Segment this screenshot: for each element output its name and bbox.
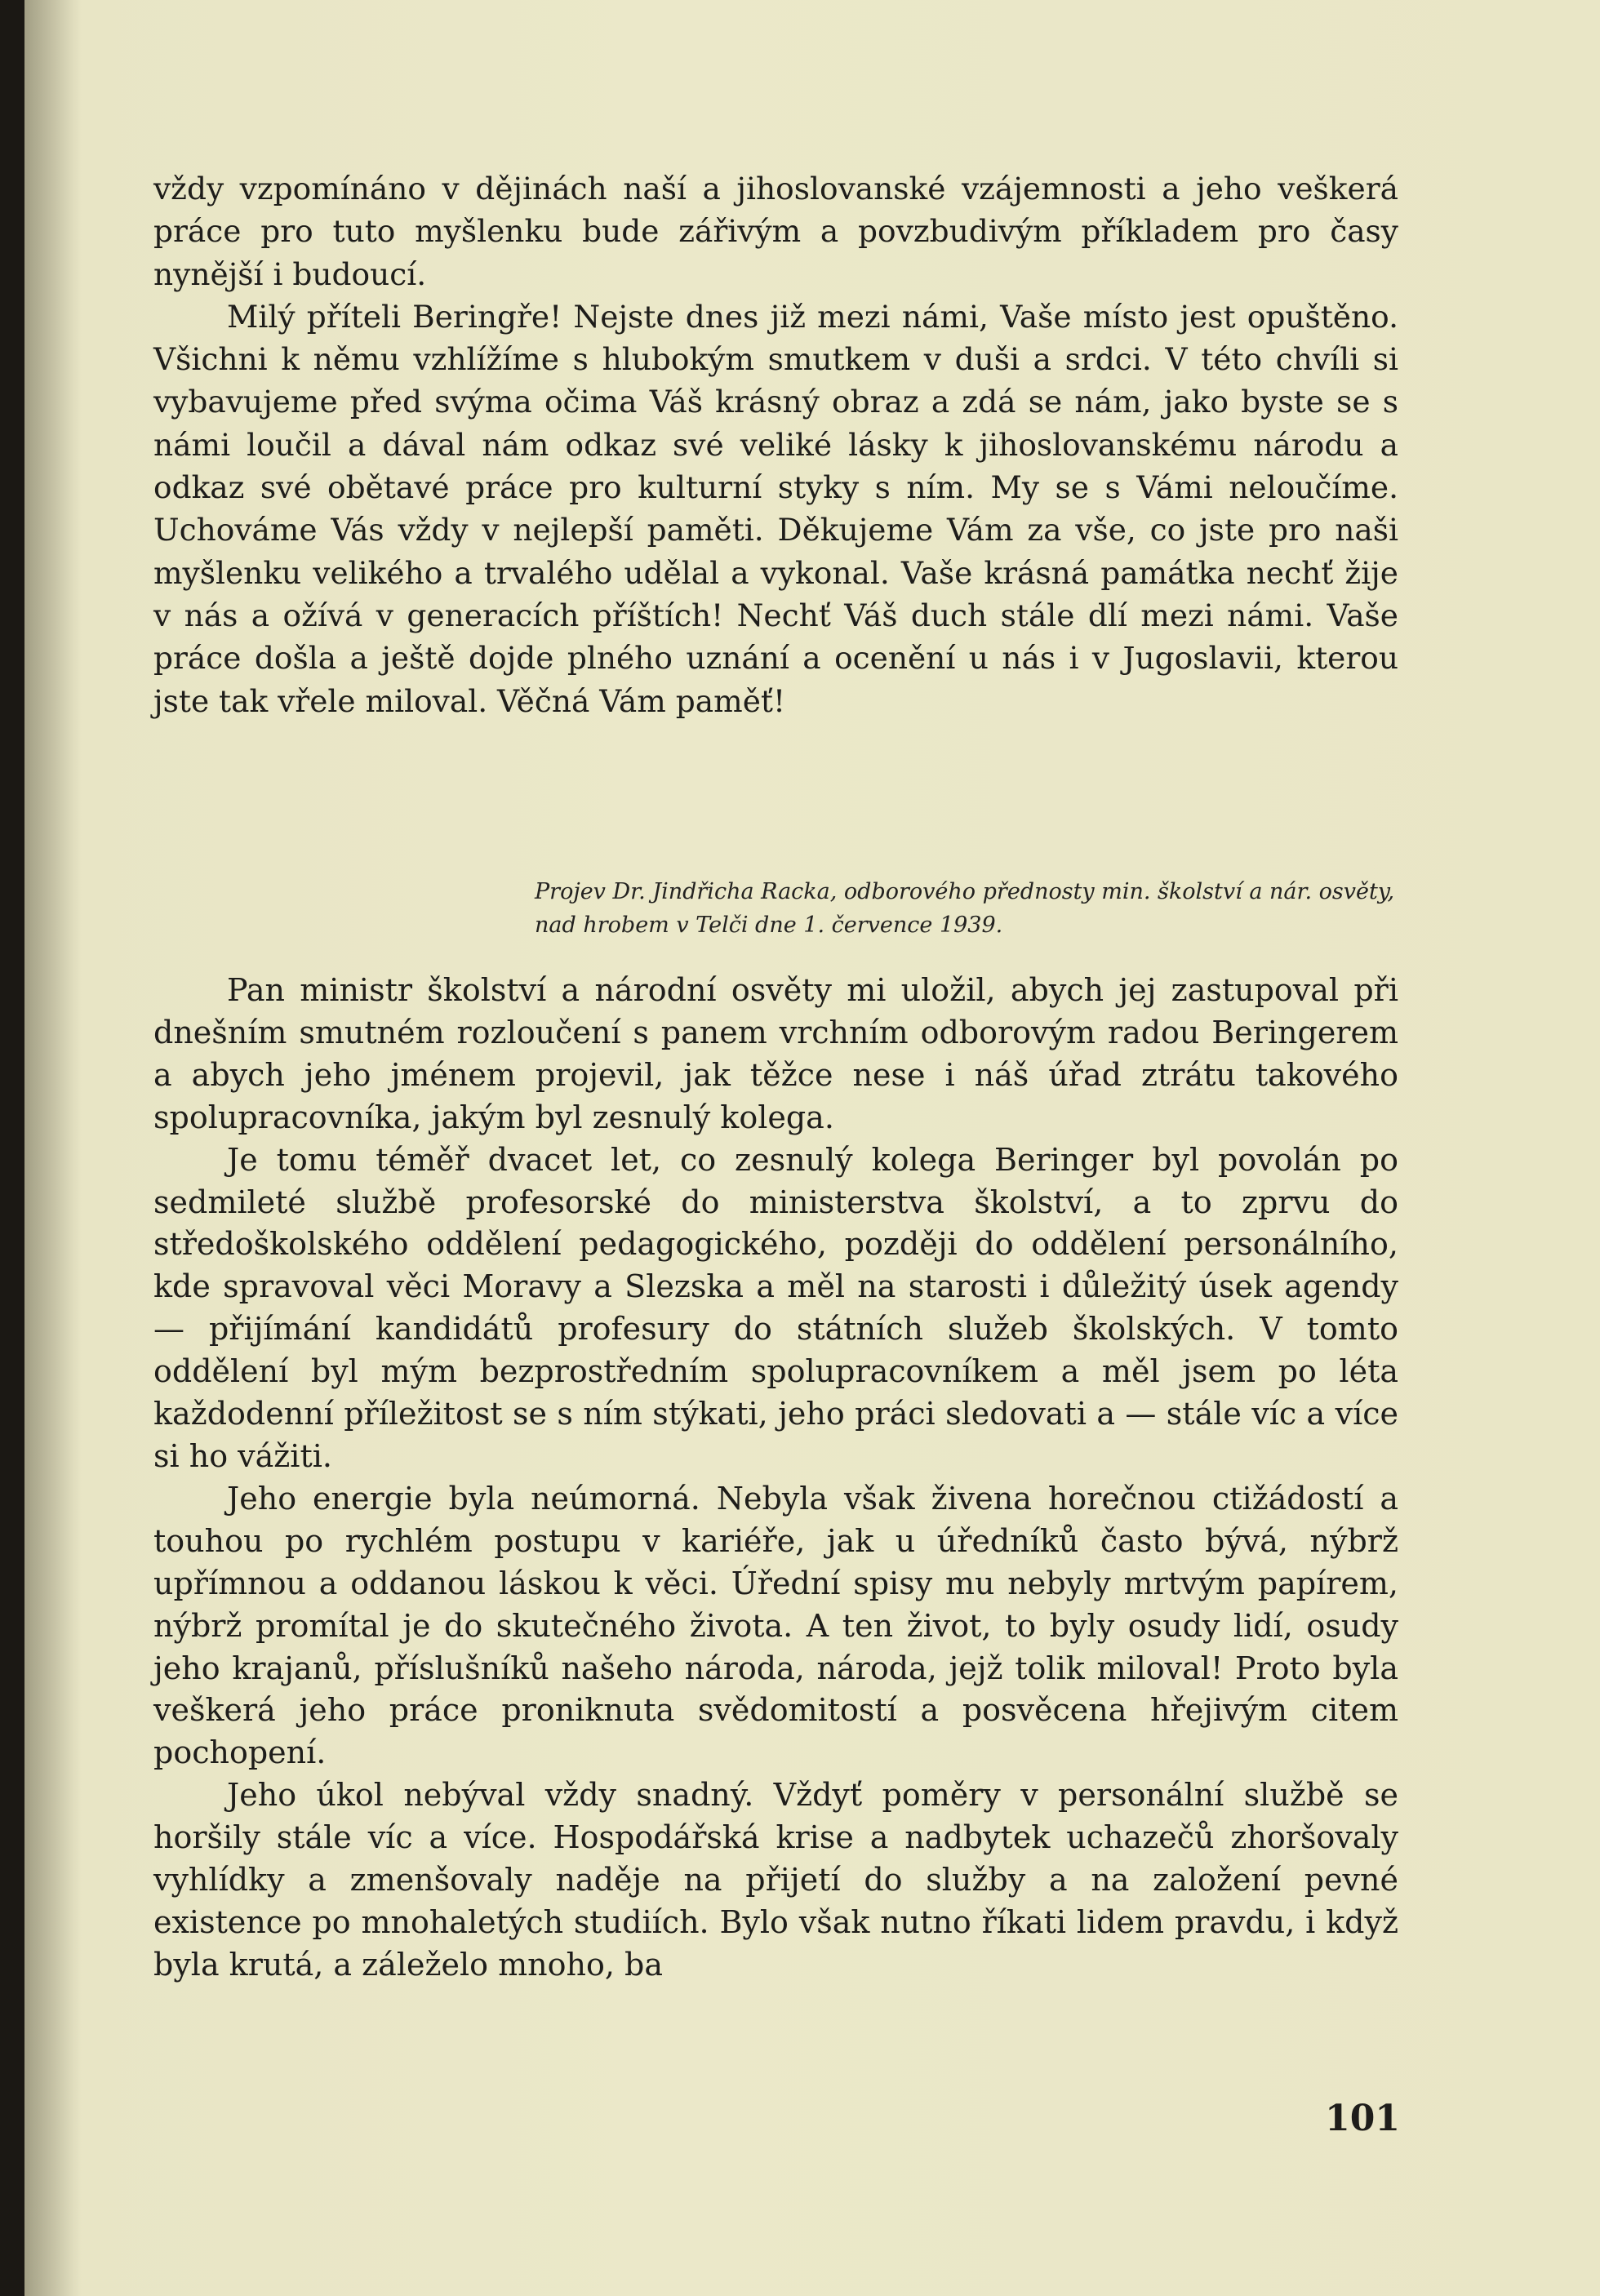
paragraph: vždy vzpomínáno v dějinách naší a jihoslovanské vzájemnosti a jeho veškerá práce pro tuto myšlenku bude zářivým a povzbudivým příkladem pro časy nynější i budoucí. (153, 171, 1398, 292)
paragraph: Milý příteli Beringře! Nejste dnes již mezi námi, Vaše místo jest opuštěno. Všichni k němu vzhlížíme s hlubokým smutkem v duši a srdci. V této chvíli si vybavujeme před svýma očima Váš krásný obraz a zdá se nám, jako byste se s námi loučil a dával nám odkaz své veliké lásky k jihoslovanskému národu a odkaz své obětavé práce pro kulturní styky s ním. My se s Vámi neloučíme. Uchováme Vás vždy v nejlepší paměti. Děkujeme Vám za vše, co jste pro naši myšlenku velikého a trvalého udělal a vykonal. Vaše krásná památka nechť žije v nás a ožívá v generacích příštích! Nechť Váš duch stále dlí mezi námi. Vaše práce došla a ještě dojde plného uznání a ocenění u nás i v Jugoslavii, kterou jste tak vřele miloval. Věčná Vám paměť! (153, 298, 1398, 719)
paragraph: Je tomu téměř dvacet let, co zesnulý kolega Beringer byl povolán po sedmileté službě profesorské do ministerstva školství, a to zprvu do středoškolského oddělení pedagogického, později do oddělení personálního, kde spravoval věci Moravy a Slezska a měl na starosti i důležitý úsek agendy — přijímání kandidátů profesury do státních služeb školských. V tomto oddělení byl mým bezprostředním spolupracovníkem a měl jsem po léta každodenní příležitost se s ním stýkati, jeho práci sledovati a — stále víc a více si ho vážiti. (153, 1141, 1398, 1474)
page-number: 101 (1325, 2098, 1400, 2139)
speech-1-text (153, 167, 1398, 722)
paragraph: Jeho úkol nebýval vždy snadný. Vždyť poměry v personální službě se horšily stále víc a více. Hospodářská krise a nadbytek uchazečů zhoršovaly vyhlídky a zmenšovaly naděje na přijetí do služby a na založení pevné existence po mnohaletých studiích. Bylo však nutno říkati lidem pravdu, i když byla krutá, a záleželo mnoho, ba (153, 1777, 1398, 1983)
binding-shadow (24, 0, 82, 2296)
speech-2-text (153, 970, 1398, 1987)
paragraph: Jeho energie byla neúmorná. Nebyla však živena horečnou ctižádostí a touhou po rychlém postupu v kariéře, jak u úředníků často bývá, nýbrž upřímnou a oddanou láskou k věci. Úřední spisy mu nebyly mrtvým papírem, nýbrž promítal je do skutečného života. A ten život, to byly osudy lidí, osudy jeho krajanů, příslušníků našeho národa, národa, jejž tolik miloval! Proto byla veškerá jeho práce proniknuta svědomitostí a posvěcena hřejivým citem pochopení. (153, 1480, 1398, 1771)
paragraph: Pan ministr školství a národní osvěty mi uložil, abych jej zastupoval při dnešním smutném rozloučení s panem vrchním odborovým radou Beringerem a abych jeho jménem projevil, jak těžce nese i náš úřad ztrátu takového spolupracovníka, jakým byl zesnulý kolega. (153, 972, 1398, 1135)
speech-caption: Projev Dr. Jindřicha Racka, odborového přednosty min. školství a nár. osvěty, nad hrobem v Telči dne 1. července 1939. (535, 879, 1395, 938)
